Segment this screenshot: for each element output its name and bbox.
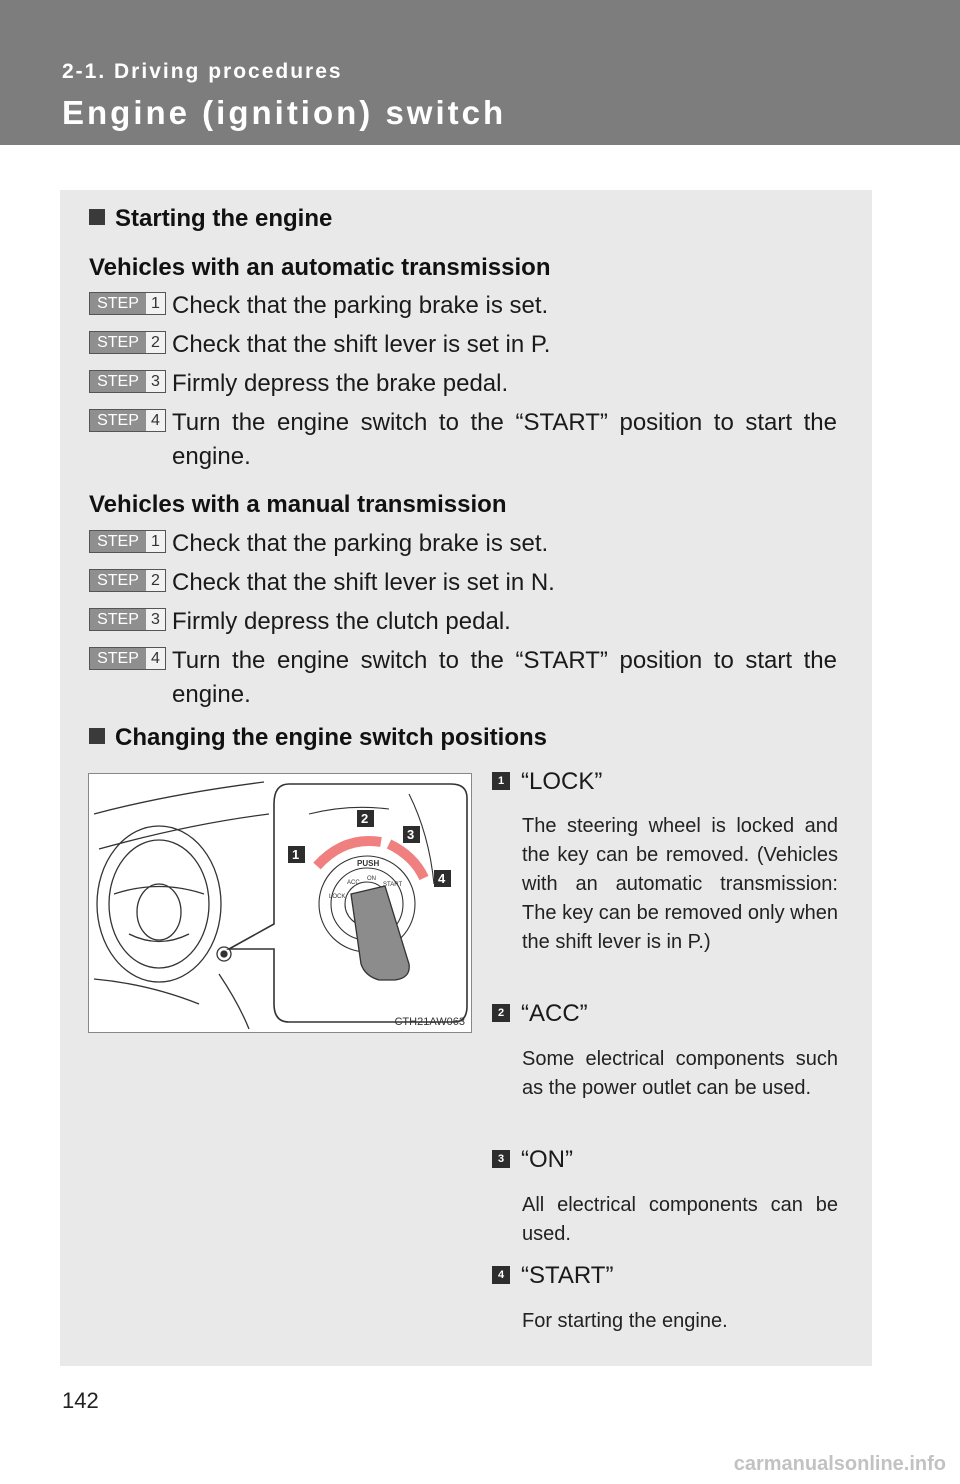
step-badge: STEP 3 [89, 370, 166, 393]
step-badge: STEP 1 [89, 530, 166, 553]
starting-heading: Starting the engine [89, 205, 332, 233]
callout-2: 2 [361, 811, 369, 826]
position-desc-lock: The steering wheel is locked and the key can be removed. (Vehicles with an automatic transmission: The key can be removed only when the shift lever is in P.) [522, 815, 838, 953]
step-text: Firmly depress the clutch pedal. [172, 608, 511, 635]
callout-4: 4 [438, 871, 446, 886]
auto-step-4 [89, 406, 837, 474]
manual-step-4 [89, 644, 837, 712]
position-title: “START” [521, 1262, 614, 1289]
ignition-switch-illustration [88, 773, 472, 1033]
step-badge: STEP 2 [89, 331, 166, 354]
figure-code: CTH21AW063 [394, 1016, 465, 1028]
manual-heading: Vehicles with a manual transmission [89, 491, 507, 518]
step-text: Turn the engine switch to the “START” position to start the engine. [172, 409, 837, 470]
manual-step-1 [89, 527, 837, 561]
position-item-acc [492, 1000, 838, 1028]
position-desc-acc: Some electrical components such as the power outlet can be used. [522, 1048, 838, 1099]
automatic-heading: Vehicles with an automatic transmission [89, 254, 551, 281]
step-badge: STEP 3 [89, 608, 166, 631]
position-item-lock [492, 768, 838, 796]
position-item-start [492, 1262, 838, 1290]
auto-step-1 [89, 289, 837, 323]
position-title: “LOCK” [521, 768, 603, 795]
position-desc-on: All electrical components can be used. [522, 1194, 838, 1245]
step-text: Firmly depress the brake pedal. [172, 370, 509, 397]
positions-heading: Changing the engine switch positions [89, 724, 547, 752]
ring-label-lock: LOCK [329, 894, 346, 900]
step-text: Check that the shift lever is set in N. [172, 569, 555, 596]
step-badge: STEP 1 [89, 292, 166, 315]
push-label: PUSH [357, 859, 380, 868]
number-3-icon: 3 [492, 1150, 510, 1168]
square-bullet-icon [89, 209, 105, 225]
ring-label-start: START [383, 882, 403, 888]
step-badge: STEP 2 [89, 569, 166, 592]
callout-3: 3 [407, 827, 415, 842]
step-text: Turn the engine switch to the “START” position to start the engine. [172, 647, 837, 708]
step-badge: STEP 4 [89, 647, 166, 670]
number-4-icon: 4 [492, 1266, 510, 1284]
section-label: 2-1. Driving procedures [62, 60, 343, 83]
position-desc-start: For starting the engine. [522, 1310, 728, 1332]
square-bullet-icon [89, 728, 105, 744]
page-header [0, 0, 960, 145]
manual-step-2 [89, 566, 837, 600]
step-text: Check that the parking brake is set. [172, 530, 549, 557]
auto-step-3 [89, 367, 837, 401]
auto-step-2 [89, 328, 837, 362]
position-item-on [492, 1146, 838, 1174]
ring-label-acc: ACC [347, 880, 360, 886]
watermark: carmanualsonline.info [733, 1453, 946, 1475]
number-1-icon: 1 [492, 772, 510, 790]
ignition-drawing [89, 774, 471, 1032]
step-text: Check that the parking brake is set. [172, 292, 549, 319]
manual-step-3 [89, 605, 837, 639]
position-title: “ACC” [521, 1000, 588, 1027]
page-number: 142 [62, 1388, 99, 1413]
position-title: “ON” [521, 1146, 573, 1173]
step-text: Check that the shift lever is set in P. [172, 331, 551, 358]
callout-1: 1 [292, 847, 300, 862]
ring-label-on: ON [367, 876, 376, 882]
number-2-icon: 2 [492, 1004, 510, 1022]
step-badge: STEP 4 [89, 409, 166, 432]
page-title: Engine (ignition) switch [62, 94, 507, 131]
